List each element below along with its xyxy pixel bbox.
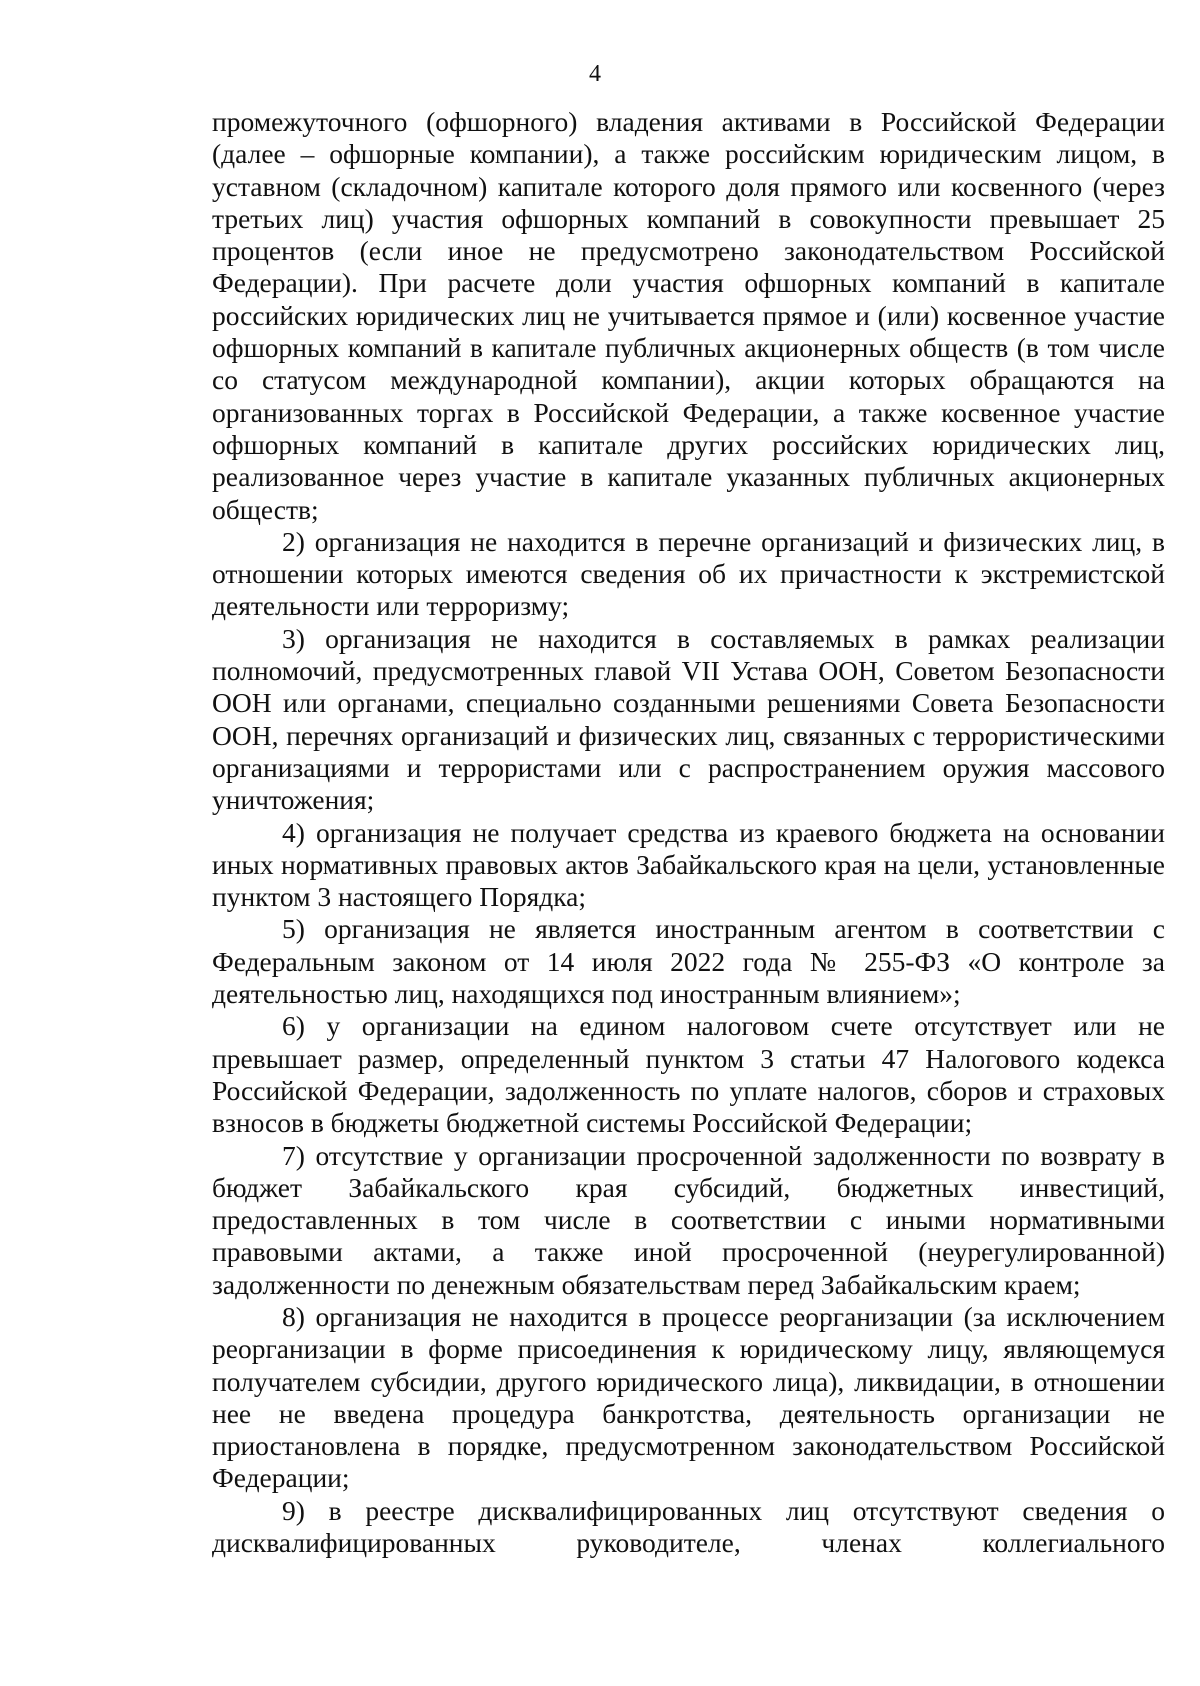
document-body — [212, 106, 1165, 1559]
paragraph-item-8: 8) организация не находится в процессе реорганизации (за исключением реорганизации в форме присоединения к юридическому лицу, являющемуся получателем субсидии, другого юридического лица), ликвидации, в отношении нее не введена процедура банкротства, деятельность организации не приостановлена в порядке, предусмотренном законодательством Российской Федерации; — [212, 1300, 1165, 1494]
page-number: 4 — [589, 61, 601, 87]
paragraph-continuation: промежуточного (офшорного) владения активами в Российской Федерации (далее – офшорные компании), а также российским юридическим лицом, в уставном (складочном) капитале которого доля прямого или косвенного (через третьих лиц) участия офшорных компаний в совокупности превышает 25 процентов (если иное не предусмотрено законодательством Российской Федерации). При расчете доли участия офшорных компаний в капитале российских юридических лиц не учитывается прямое и (или) косвенное участие офшорных компаний в капитале публичных акционерных обществ (в том числе со статусом международной компании), акции которых обращаются на организованных торгах в Российской Федерации, а также косвенное участие офшорных компаний в капитале других российских юридических лиц, реализованное через участие в капитале указанных публичных акционерных обществ; — [212, 106, 1165, 525]
paragraph-item-9: 9) в реестре дисквалифицированных лиц отсутствуют сведения о дисквалифицированных руководителе, членах коллегиального — [212, 1494, 1165, 1559]
paragraph-item-3: 3) организация не находится в составляемых в рамках реализации полномочий, предусмотренных главой VII Устава ООН, Советом Безопасности ООН или органами, специально созданными решениями Совета Безопасности ООН, перечнях организаций и физических лиц, связанных с террористическими организациями и террористами или с распространением оружия массового уничтожения; — [212, 622, 1165, 816]
paragraph-item-5: 5) организация не является иностранным агентом в соответствии с Федеральным законом от 14 июля 2022 года № 255-ФЗ «О контроле за деятельностью лиц, находящихся под иностранным влиянием»; — [212, 913, 1165, 1010]
paragraph-item-2: 2) организация не находится в перечне организаций и физических лиц, в отношении которых имеются сведения об их причастности к экстремистской деятельности или терроризму; — [212, 525, 1165, 622]
paragraph-item-6: 6) у организации на едином налоговом счете отсутствует или не превышает размер, определенный пунктом 3 статьи 47 Налогового кодекса Российской Федерации, задолженность по уплате налогов, сборов и страховых взносов в бюджеты бюджетной системы Российской Федерации; — [212, 1010, 1165, 1139]
paragraph-item-4: 4) организация не получает средства из краевого бюджета на основании иных нормативных правовых актов Забайкальского края на цели, установленные пунктом 3 настоящего Порядка; — [212, 816, 1165, 913]
paragraph-item-7: 7) отсутствие у организации просроченной задолженности по возврату в бюджет Забайкальского края субсидий, бюджетных инвестиций, предоставленных в том числе в соответствии с иными нормативными правовыми актами, а также иной просроченной (неурегулированной) задолженности по денежным обязательствам перед Забайкальским краем; — [212, 1139, 1165, 1300]
